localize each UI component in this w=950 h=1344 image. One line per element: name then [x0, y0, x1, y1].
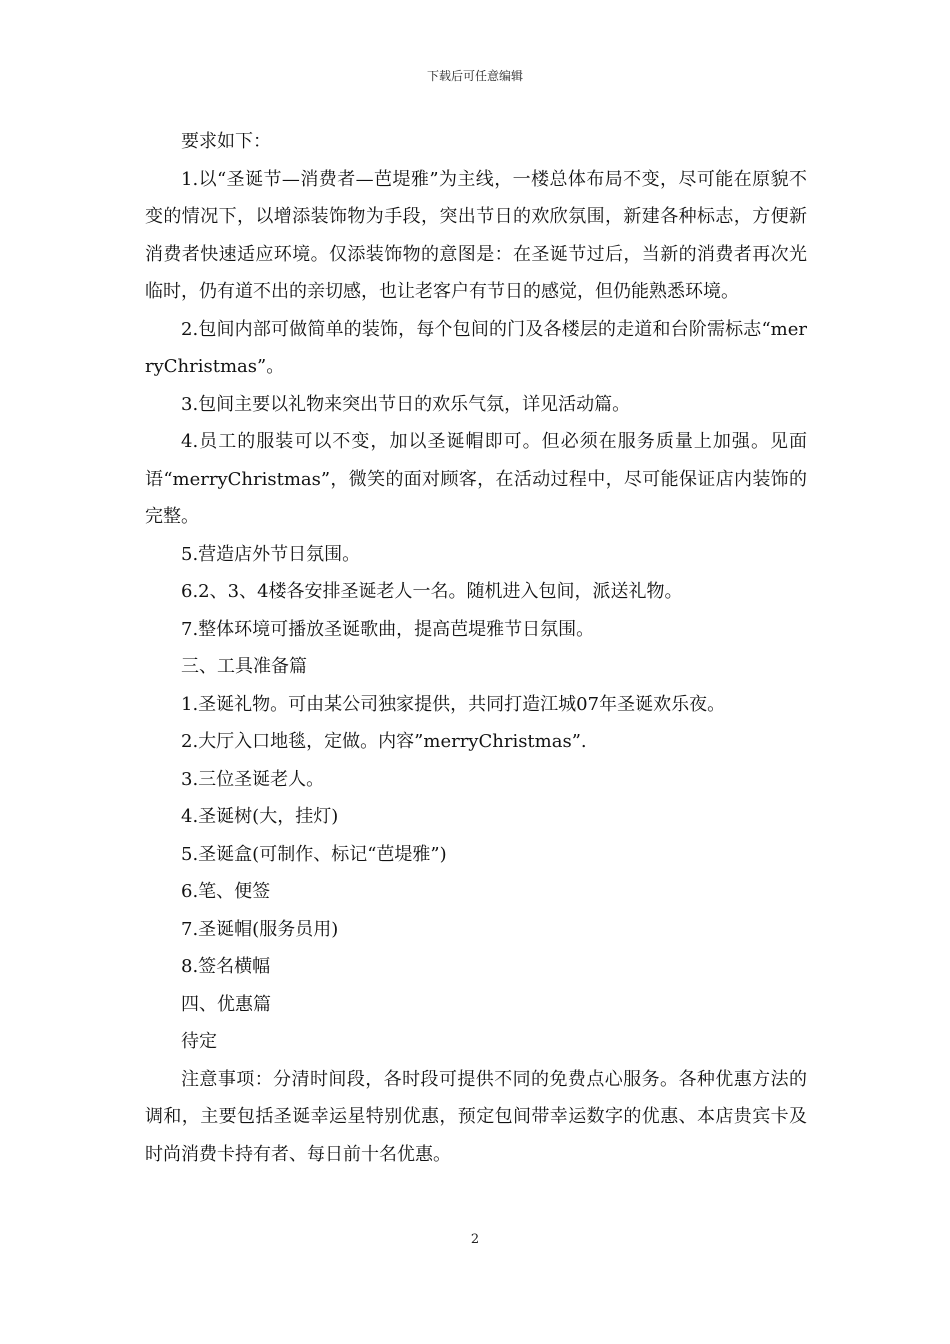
- paragraph-requirement-2: 2.包间内部可做简单的装饰，每个包间的门及各楼层的走道和台阶需标志“merryChristmas”。: [145, 318, 807, 377]
- paragraph-tool-8: 8.签名横幅: [181, 956, 271, 977]
- paragraph-tool-5: 5.圣诞盒(可制作、标记“芭堤雅”): [181, 843, 447, 865]
- paragraph-tool-2: 2.大厅入口地毯，定做。内容”merryChristmas”.: [181, 731, 587, 752]
- paragraph-requirement-7: 7.整体环境可播放圣诞歌曲，提高芭堤雅节日氛围。: [181, 618, 595, 640]
- paragraph-tool-3: 3.三位圣诞老人。: [181, 768, 325, 790]
- section-heading-tools: 三、工具准备篇: [181, 656, 307, 677]
- paragraph-requirement-5: 5.营造店外节日氛围。: [181, 543, 361, 565]
- paragraph-requirement-6: 6.2、3、4楼各安排圣诞老人一名。随机进入包间，派送礼物。: [181, 581, 683, 602]
- paragraph-notes: 注意事项：分清时间段，各时段可提供不同的免费点心服务。各种优惠方法的调和，主要包括圣诞幸运星特别优惠，预定包间带幸运数字的优惠、本店贵宾卡及时尚消费卡持有者、每日前十名优惠。: [145, 1068, 807, 1165]
- paragraph-requirements-heading: 要求如下：: [181, 131, 271, 152]
- document-body: [145, 123, 807, 1173]
- paragraph-requirement-4: 4.员工的服装可以不变，加以圣诞帽即可。但必须在服务质量上加强。见面语“merryChristmas”，微笑的面对顾客，在活动过程中，尽可能保证店内装饰的完整。: [145, 431, 808, 527]
- page-number: 2: [470, 1232, 480, 1247]
- paragraph-tool-6: 6.笔、便签: [181, 881, 271, 902]
- paragraph-tool-4: 4.圣诞树(大，挂灯): [181, 806, 339, 827]
- paragraph-requirement-1: 1.以“圣诞节—消费者—芭堤雅”为主线，一楼总体布局不变，尽可能在原貌不变的情况下，以增添装饰物为手段，突出节日的欢欣氛围，新建各种标志，方便新消费者快速适应环境。仅添装饰物的意图是：在圣诞节过后，当新的消费者再次光临时，仍有道不出的亲切感，也让老客户有节日的感觉，但仍能熟悉环境。: [145, 168, 807, 302]
- section-heading-discounts: 四、优惠篇: [181, 993, 271, 1015]
- paragraph-tool-7: 7.圣诞帽(服务员用): [181, 918, 339, 940]
- paragraph-pending: 待定: [181, 1031, 217, 1052]
- page-header: 下载后可任意编辑: [426, 69, 523, 83]
- paragraph-tool-1: 1.圣诞礼物。可由某公司独家提供，共同打造江城07年圣诞欢乐夜。: [181, 693, 726, 715]
- paragraph-requirement-3: 3.包间主要以礼物来突出节日的欢乐气氛，详见活动篇。: [181, 393, 631, 415]
